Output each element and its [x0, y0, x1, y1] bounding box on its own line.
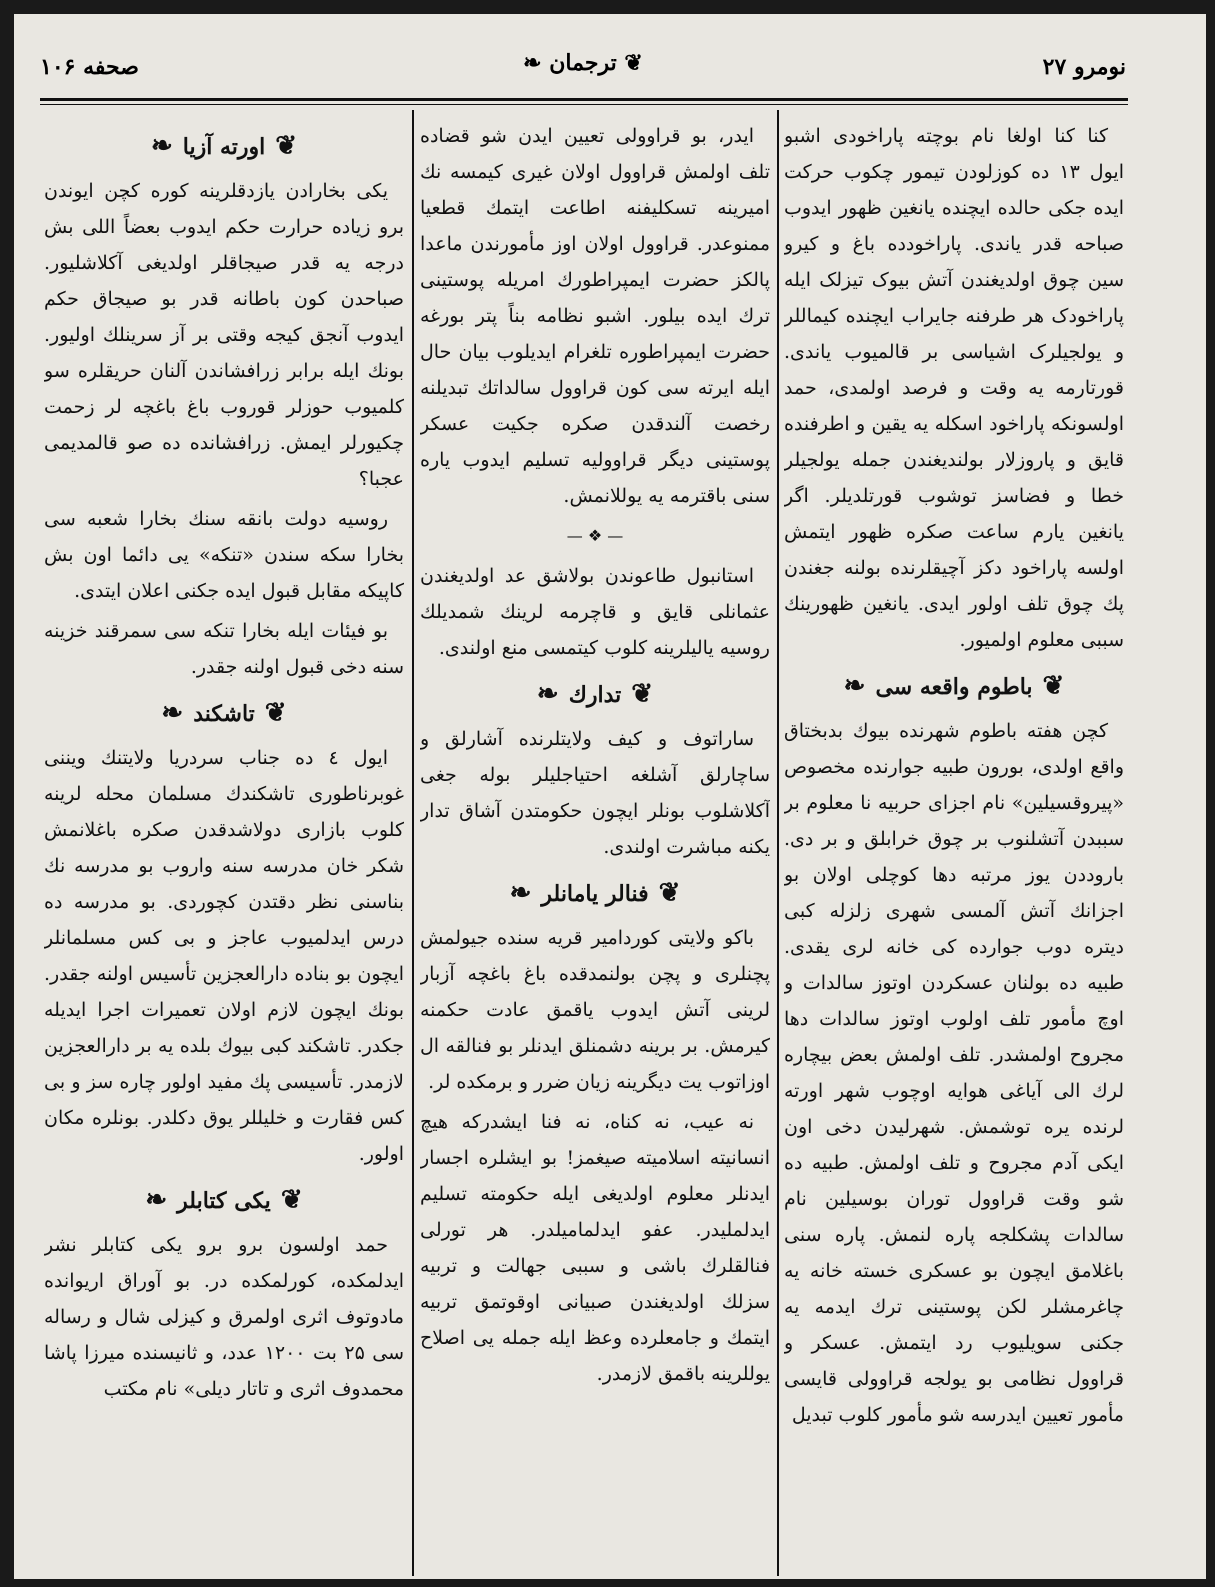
ornament-icon: ❦: [264, 698, 287, 728]
column-left: [44, 118, 404, 1578]
newspaper-title: ترجمان: [549, 50, 617, 76]
article-text: نه عیب، نه کناه، نه فنا ایشدرکه هیچ انسانیته اسلامیته صیغمز! بو ایشلره اجسار ایدنلر معلوم اولدیغی ایله حکومته تسلیم ایدلملیدر. عفو ایدلمامیلدر. هر تورلی فنالقلرك باشی و سببی جهالت و تربیه سزلك اولدیغندن صبیانی اوقوتمق تربیه ایتمك و جامعلرده وعظ ایله جمله یی اصلاح یوللرینه باقمق لازمدر.: [420, 1111, 770, 1385]
ornament-icon: ❧: [523, 50, 542, 76]
section-title: تاشکند: [193, 701, 255, 727]
ornament-icon: ❧: [843, 671, 866, 701]
article-text: کنا کنا اولغا نام بوچته پاراخودی اشبو ایول ۱۳ ده کوزلودن تیمور چکوب حرکت ایده جکی حالده ایچنده یانغین ظهور ایدوب صباحه قدر یاندی. پاراخودده باغ و کیرو سین چوق اولدیغندن آتش بیوک تیزلک ایله پاراخودک هر طرفنه جایراب ایچنده کیماللر و یولجیلرک اشیاسی بر قالمیوب یاندی. قورتارمه یه وقت و فرصد اولمدی، حمد اولسونکه پاراخود اسکله یه یقین و اطرفنده قایق و پاروزلار بولندیغندن جمله یولجیلر خطا و فضاسز توشوب قورتلدیلر. اگر یانغین یارم ساعت صکره ظهور ایتمش اولسه پاراخود دکز آچیقلرنده بولنه جغندن پك چوق تلف اولور ایدی. یانغین ظهورینك سببی معلوم اولمیور.: [784, 125, 1124, 651]
page-number: صحفه ۱۰۶: [40, 54, 139, 80]
section-heading: [420, 875, 770, 912]
article-text: ایدر، بو قراوولی تعیین ایدن شو قضاده تلف اولمش قراوول اولان غیری کیمسه نك امیرینه تسکلیفنه اطاعت ایتمك قطعیا ممنوعدر. قراوول اولان اوز مأمورندن ماعدا پالکز حضرت ایمپراطورك امریله پوستینی ترك ایده بیلور. اشبو نظامه بناً پتر بورغه حضرت ایمپراطوره تلغرام ایدیلوب بیان حال ایله ایرته سی کون قراوول سالداتك تبدیلنه رخصت آلندقدن صکره جکیت عسکر پوستینی دیگر قراوولیه تسلیم ایدوب یاره سنی باقترمه یه یوللانمش.: [420, 125, 770, 507]
section-heading: [420, 676, 770, 713]
article-text: حمد اولسون برو برو یکی کتابلر نشر ایدلمکده، کورلمکده در. بو آوراق اریوانده مادوتوف اثری اولمرق و کیزلی شال و رساله سی ۲۵ بت ۱۲۰۰ عدد، و ثانیسنده میرزا پاشا محمدوف اثری و تاتار دیلی» نام مکتب: [44, 1234, 404, 1400]
masthead: [40, 50, 1126, 76]
section-title: باطوم واقعه سی: [875, 674, 1033, 700]
article-text: ساراتوف و کیف ولایتلرنده آشارلق و ساچارلق آشلغه احتیاجلیلر بوله جغی آکلاشلوب بونلر ایچون حکومتدن آشاق تدار یکنه مباشرت اولندی.: [420, 728, 770, 858]
ornament-icon: ❦: [631, 679, 654, 709]
article-text: باکو ولایتی کوردامیر قریه سنده جیولمش پچنلری و پچن بولنمدقده باغ باغچه آزبار لرینی آتش ایدوب یاقمق عادت حکمنه کیرمش. بر برینه دشمنلق ایدنلر بو فنالقه ال اوزاتوب یت دیگرینه زیان ضرر و برمکده لر.: [420, 927, 770, 1093]
section-heading: [44, 1182, 404, 1219]
article-text: یکی بخارادن یازدقلرینه کوره کچن ایوندن برو زیاده حرارت حکم ایدوب بعضاً اللی بش درجه یه قدر صیجاقلر اولدیغی آکلاشلیور. صباحدن کون باطانه قدر بو صیجاق حکم ایدوب آنجق کیجه وقتی بر آز سرینلك اولیور. بونك ایله برابر زرافشاندن آلنان حریقلره سو کلمیوب حوزلر قوروب باغ باغچه لر زحمت چکیورلر ایمش. زرافشانده ده صو قالمدیمی عجبا؟: [44, 180, 404, 490]
column-middle: [420, 118, 770, 1578]
ornament-icon: ❦: [275, 131, 298, 161]
ornament-icon: ❦: [280, 1185, 303, 1215]
column-right: [784, 118, 1124, 1578]
section-title: تدارك: [568, 682, 622, 708]
newspaper-page: [14, 14, 1206, 1579]
section-title: یکی کتابلر: [177, 1188, 271, 1214]
ornament-icon: ❦: [1042, 671, 1065, 701]
ornament-icon: ❧: [509, 878, 532, 908]
ornament-icon: ❧: [536, 679, 559, 709]
section-heading: [44, 695, 404, 732]
article-text: کچن هفته باطوم شهرنده بیوك بدبختاق واقع اولدی، بورون طبیه جوارنده مخصوص «پیروقسیلین» نام اجزای حربیه نا معلوم بر سببدن آتشلنوب بر چوق خرابلق و بر دی. باروددن یوز مرتبه دها کوچلی اولان بو اجزانك آتش آلمسی شهری زلزله کبی دیتره دوب جوارده کی خانه لری یقدی. طبیه ده بولنان عسکردن اوتوز سالدات و اوچ مأمور تلف اولوب اوتوز سالدات دها مجروح اولمشدر. تلف اولمش بعض بیچاره لرك الی آیاغی هوایه اوچوب شهر اورته لرنده یره توشمش. شهرلیدن دخی اون ایکی آدم مجروح و تلف اولمش. طبیه ده شو وقت قراوول توران بوسیلین نام سالدات پشکلجه پاره لنمش. پاره سنی باغلامق ایچون بو عسکری خسته خانه یه چاغرمشلر لکن پوستینی ترك ایدمه یه جکنی سویلیوب رد ایتمش. عسکر و قراوول نظامی بو یولجه قراوولی قایسی مأمور تعیین ایدرسه شو مأمور کلوب تبدیل: [784, 720, 1124, 1426]
ornament-icon: ❧: [161, 698, 184, 728]
article-text: ایول ٤ ده جناب سردریا ولایتنك ویننی غوبرناطوری تاشکندك مسلمان محله لرینه کلوب بازاری دولاشدقدن صکره باغلانمش شکر خان مدرسه سنه واروب بو مدرسه نك بناسنی نظر دقتدن کچوردی. بو مدرسه ده درس ایدلمیوب عاجز و بی کس مسلمانلر ایچون بو بناده دارالعجزین تأسیس اولنه جقدر. بونك ایچون لازم اولان تعمیرات اجرا ایدیله جکدر. تاشکند کبی بیوك بلده یه بر دارالعجزین لازمدر. تأسیسی پك مفید اولور چاره سز و بی کس فقارت و خلیللر یوق دکلدر. بونلره مکان اولور.: [44, 747, 404, 1165]
section-heading: [44, 128, 404, 165]
column-divider: [777, 110, 779, 1576]
section-title: اورته آزیا: [182, 134, 266, 160]
page-header: [40, 50, 1126, 102]
article-text: استانبول طاعوندن بولاشق عد اولدیغندن عثمانلی قایق و قاچرمه لرینك شمدیلك روسیه یالیلرینه کلوب کیتمسی منع اولندی.: [420, 565, 770, 659]
ornament-icon: ❦: [624, 50, 643, 76]
ornament-icon: ❧: [145, 1185, 168, 1215]
column-divider: [412, 110, 414, 1576]
article-text: روسیه دولت بانقه سنك بخارا شعبه سی بخارا سکه سندن «تنکه» یی دائما اون بش کاپیکه مقابل قبول ایده جکنی اعلان ایتدی.: [44, 508, 404, 602]
separator: — ❖ —: [566, 526, 624, 545]
header-rule: [40, 98, 1128, 101]
ornament-icon: ❦: [658, 878, 681, 908]
issue-number: نومرو ۲۷: [1042, 54, 1126, 80]
section-heading: [784, 668, 1124, 705]
section-title: فنالر یامانلر: [541, 881, 649, 907]
article-text: بو فیئات ایله بخارا تنکه سی سمرقند خزینه سنه دخی قبول اولنه جقدر.: [44, 620, 404, 678]
ornament-icon: ❧: [150, 131, 173, 161]
header-rule-thin: [40, 104, 1128, 105]
